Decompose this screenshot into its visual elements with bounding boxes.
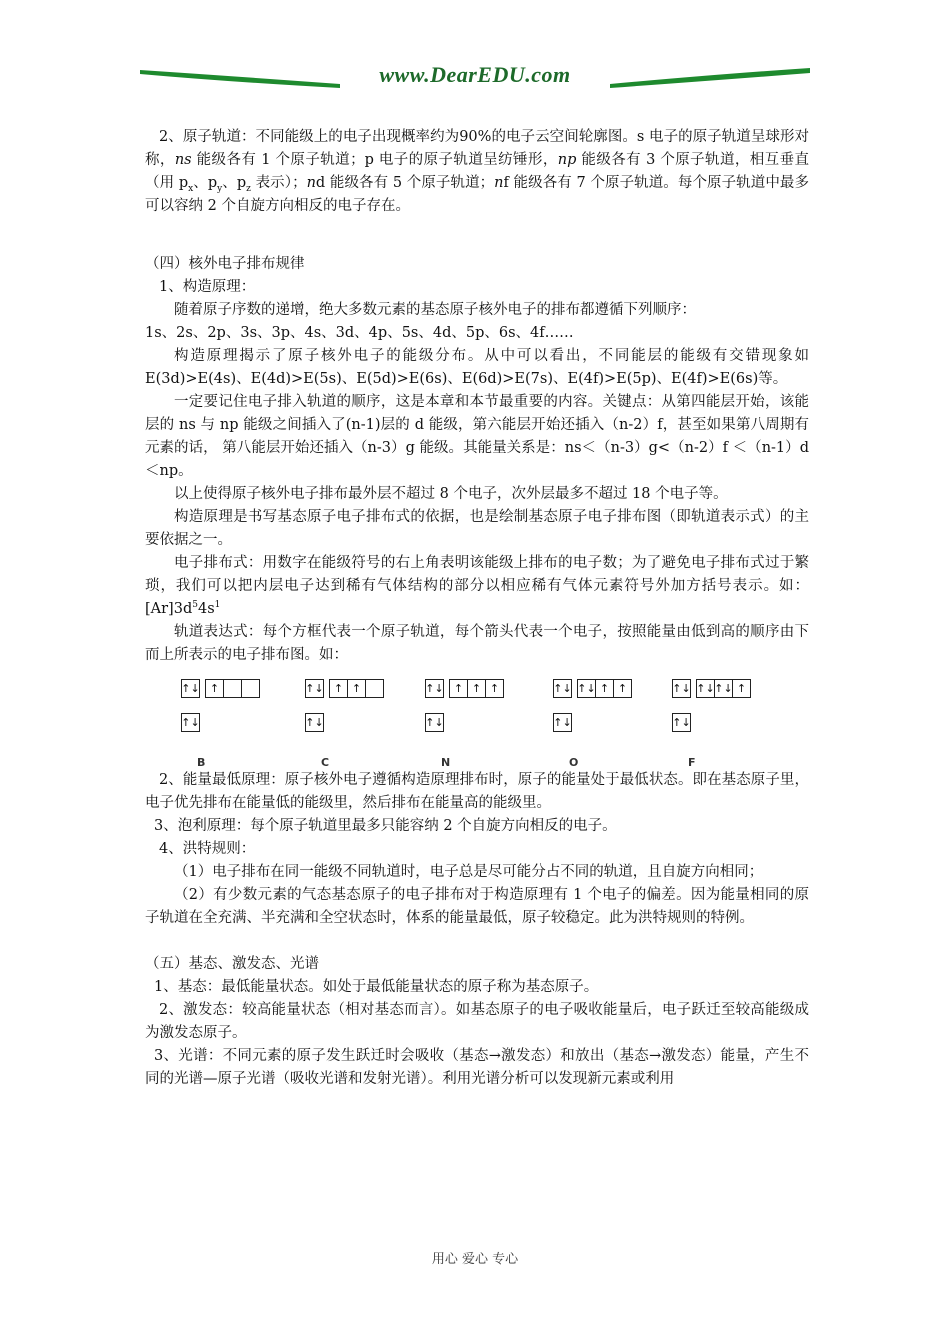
- energy-crossover-text: 构造原理揭示了原子核外电子的能级分布。从中可以看出，不同能层的能级有交错现象如 E(3d)>E(4s)、E(4d)>E(5s)、E(5d)>E(6s)、E(6d)>E(7s)、E(4f)>E(5p)、E(4f)>E(6s)等。: [145, 348, 809, 387]
- element-label: O: [569, 756, 579, 769]
- section-4-title: （四）核外电子排布规律: [145, 256, 305, 272]
- orbital-box: ↑↓: [672, 679, 691, 698]
- page-header: [140, 58, 810, 98]
- pauli-principle: 3、泡利原理：每个原子轨道里最多只能容纳 2 个自旋方向相反的电子。: [154, 818, 617, 834]
- shell-limit-text: 以上使得原子核外电子排布最外层不超过 8 个电子，次外层最多不超过 18 个电子等。: [174, 486, 728, 502]
- orbital-box: ↑↓: [181, 713, 200, 732]
- orbital-box: ↑: [347, 679, 366, 698]
- orbital-box: ↑: [485, 679, 504, 698]
- orbital-paragraph: 2、原子轨道：不同能级上的电子出现概率约为90%的电子云空间轮廓图。s 电子的原子轨道呈球形对称，ns 能级各有 1 个原子轨道；p 电子的原子轨道呈纺锤形，np 能级各有 3 个原子轨道，相互垂直（用 $p_x$、$p_y$、$p_z$ 表示）；nd 能级各有 5 个原子轨道；nf 能级各有 7 个原子轨道。每个原子轨道中最多可以容纳 2 个自旋方向相反的电子存在。: [145, 129, 809, 214]
- orbital-row-2s-2p: [553, 679, 631, 698]
- orbital-box: ↑↓: [696, 679, 715, 698]
- orbital-box: ↑: [595, 679, 614, 698]
- orbital-box: ↑↓: [714, 679, 733, 698]
- orbital-box: ↑: [449, 679, 468, 698]
- ground-state-text: 1、基态：最低能量状态。如处于最低能量状态的原子称为基态原子。: [154, 979, 599, 995]
- excited-state-text: 2、激发态：较高能量状态（相对基态而言）。如基态原子的电子吸收能量后，电子跃迁至较高能级成为激发态原子。: [145, 1002, 809, 1041]
- document-body: [145, 126, 809, 1091]
- lowest-energy-principle: 2、能量最低原理：原子核外电子遵循构造原理排布时，原子的能量处于最低状态。即在基态原子里，电子优先排布在能量低的能级里，然后排布在能量高的能级里。: [145, 772, 809, 811]
- aufbau-heading: 1、构造原理：: [159, 279, 256, 295]
- orbital-diagram-figure: [145, 671, 809, 767]
- orbital-diagram-text: 轨道表达式：每个方框代表一个原子轨道，每个箭头代表一个电子，按照能量由低到高的顺序由下而上所表示的电子排布图。如：: [145, 624, 809, 663]
- orbital-box: ↑↓: [577, 679, 596, 698]
- orbital-box: ↑↓: [553, 679, 572, 698]
- aufbau-text: 随着原子序数的递增，绝大多数元素的基态原子核外电子的排布都遵循下列顺序：: [174, 302, 696, 318]
- orbital-box: ↑↓: [305, 713, 324, 732]
- orbital-row-2s-2p: [181, 679, 259, 698]
- orbital-box: ↑: [467, 679, 486, 698]
- orbital-box: [365, 679, 384, 698]
- orbital-box: [223, 679, 242, 698]
- spectrum-text: 3、光谱：不同元素的原子发生跃迁时会吸收（基态→激发态）和放出（基态→激发态）能量，产生不同的光谱—原子光谱（吸收光谱和发射光谱）。利用光谱分析可以发现新元素或利用: [145, 1048, 809, 1087]
- electron-config-text: 电子排布式：用数字在能级符号的右上角表明该能级上排布的电子数；为了避免电子排布式过于繁琐，我们可以把内层电子达到稀有气体结构的部分以相应稀有气体元素符号外加方括号表示。如：$[Ar]3d^54s^1$: [145, 555, 809, 617]
- orbital-row-2s-2p: [305, 679, 383, 698]
- orbital-row-1s: [672, 713, 690, 732]
- orbital-box: ↑↓: [425, 679, 444, 698]
- orbital-row-2s-2p: [672, 679, 750, 698]
- filling-order: 1s、2s、2p、3s、3p、4s、3d、4p、5s、4d、5p、6s、4f……: [145, 325, 574, 341]
- element-label: F: [688, 756, 696, 769]
- hund-rule-2: （2）有少数元素的气态基态原子的电子排布对于构造原理有 1 个电子的偏差。因为能量相同的原子轨道在全充满、半充满和全空状态时，体系的能量最低，原子较稳定。此为洪特规则的特例。: [145, 887, 809, 926]
- element-label: N: [441, 756, 451, 769]
- key-points-text: 一定要记住电子排入轨道的顺序，这是本章和本节最重要的内容。关键点：从第四能层开始，该能层的 ns 与 np 能级之间插入了(n-1)层的 d 能级，第六能层开始还插入（n-2）f，甚至如果第八周期有元素的话， 第八能层开始还插入（n-3）g 能级。其能量关系是：ns＜（n-3）g<（n-2）f ＜（n-1）d ＜np。: [145, 394, 809, 479]
- orbital-box: [241, 679, 260, 698]
- orbital-row-1s: [305, 713, 323, 732]
- orbital-box: ↑: [732, 679, 751, 698]
- hund-rule-1: （1）电子排布在同一能级不同轨道时，电子总是尽可能分占不同的轨道，且自旋方向相同；: [174, 864, 764, 880]
- page-footer: 用心 爱心 专心: [431, 1252, 519, 1267]
- orbital-box: ↑: [205, 679, 224, 698]
- orbital-box: ↑↓: [553, 713, 572, 732]
- element-label: B: [197, 756, 206, 769]
- orbital-box: ↑: [329, 679, 348, 698]
- site-logo[interactable]: www.DearEDU.com: [379, 62, 571, 87]
- aufbau-basis-text: 构造原理是书写基态原子电子排布式的依据，也是绘制基态原子电子排布图（即轨道表示式）的主要依据之一。: [145, 509, 809, 548]
- orbital-box: ↑↓: [672, 713, 691, 732]
- orbital-row-1s: [425, 713, 443, 732]
- orbital-row-1s: [181, 713, 199, 732]
- orbital-box: ↑↓: [425, 713, 444, 732]
- orbital-box: ↑: [613, 679, 632, 698]
- orbital-row-1s: [553, 713, 571, 732]
- orbital-box: ↑↓: [305, 679, 324, 698]
- element-label: C: [321, 756, 330, 769]
- hund-rule-heading: 4、洪特规则：: [159, 841, 256, 857]
- orbital-box: ↑↓: [181, 679, 200, 698]
- section-5-title: （五）基态、激发态、光谱: [145, 956, 319, 972]
- orbital-row-2s-2p: [425, 679, 503, 698]
